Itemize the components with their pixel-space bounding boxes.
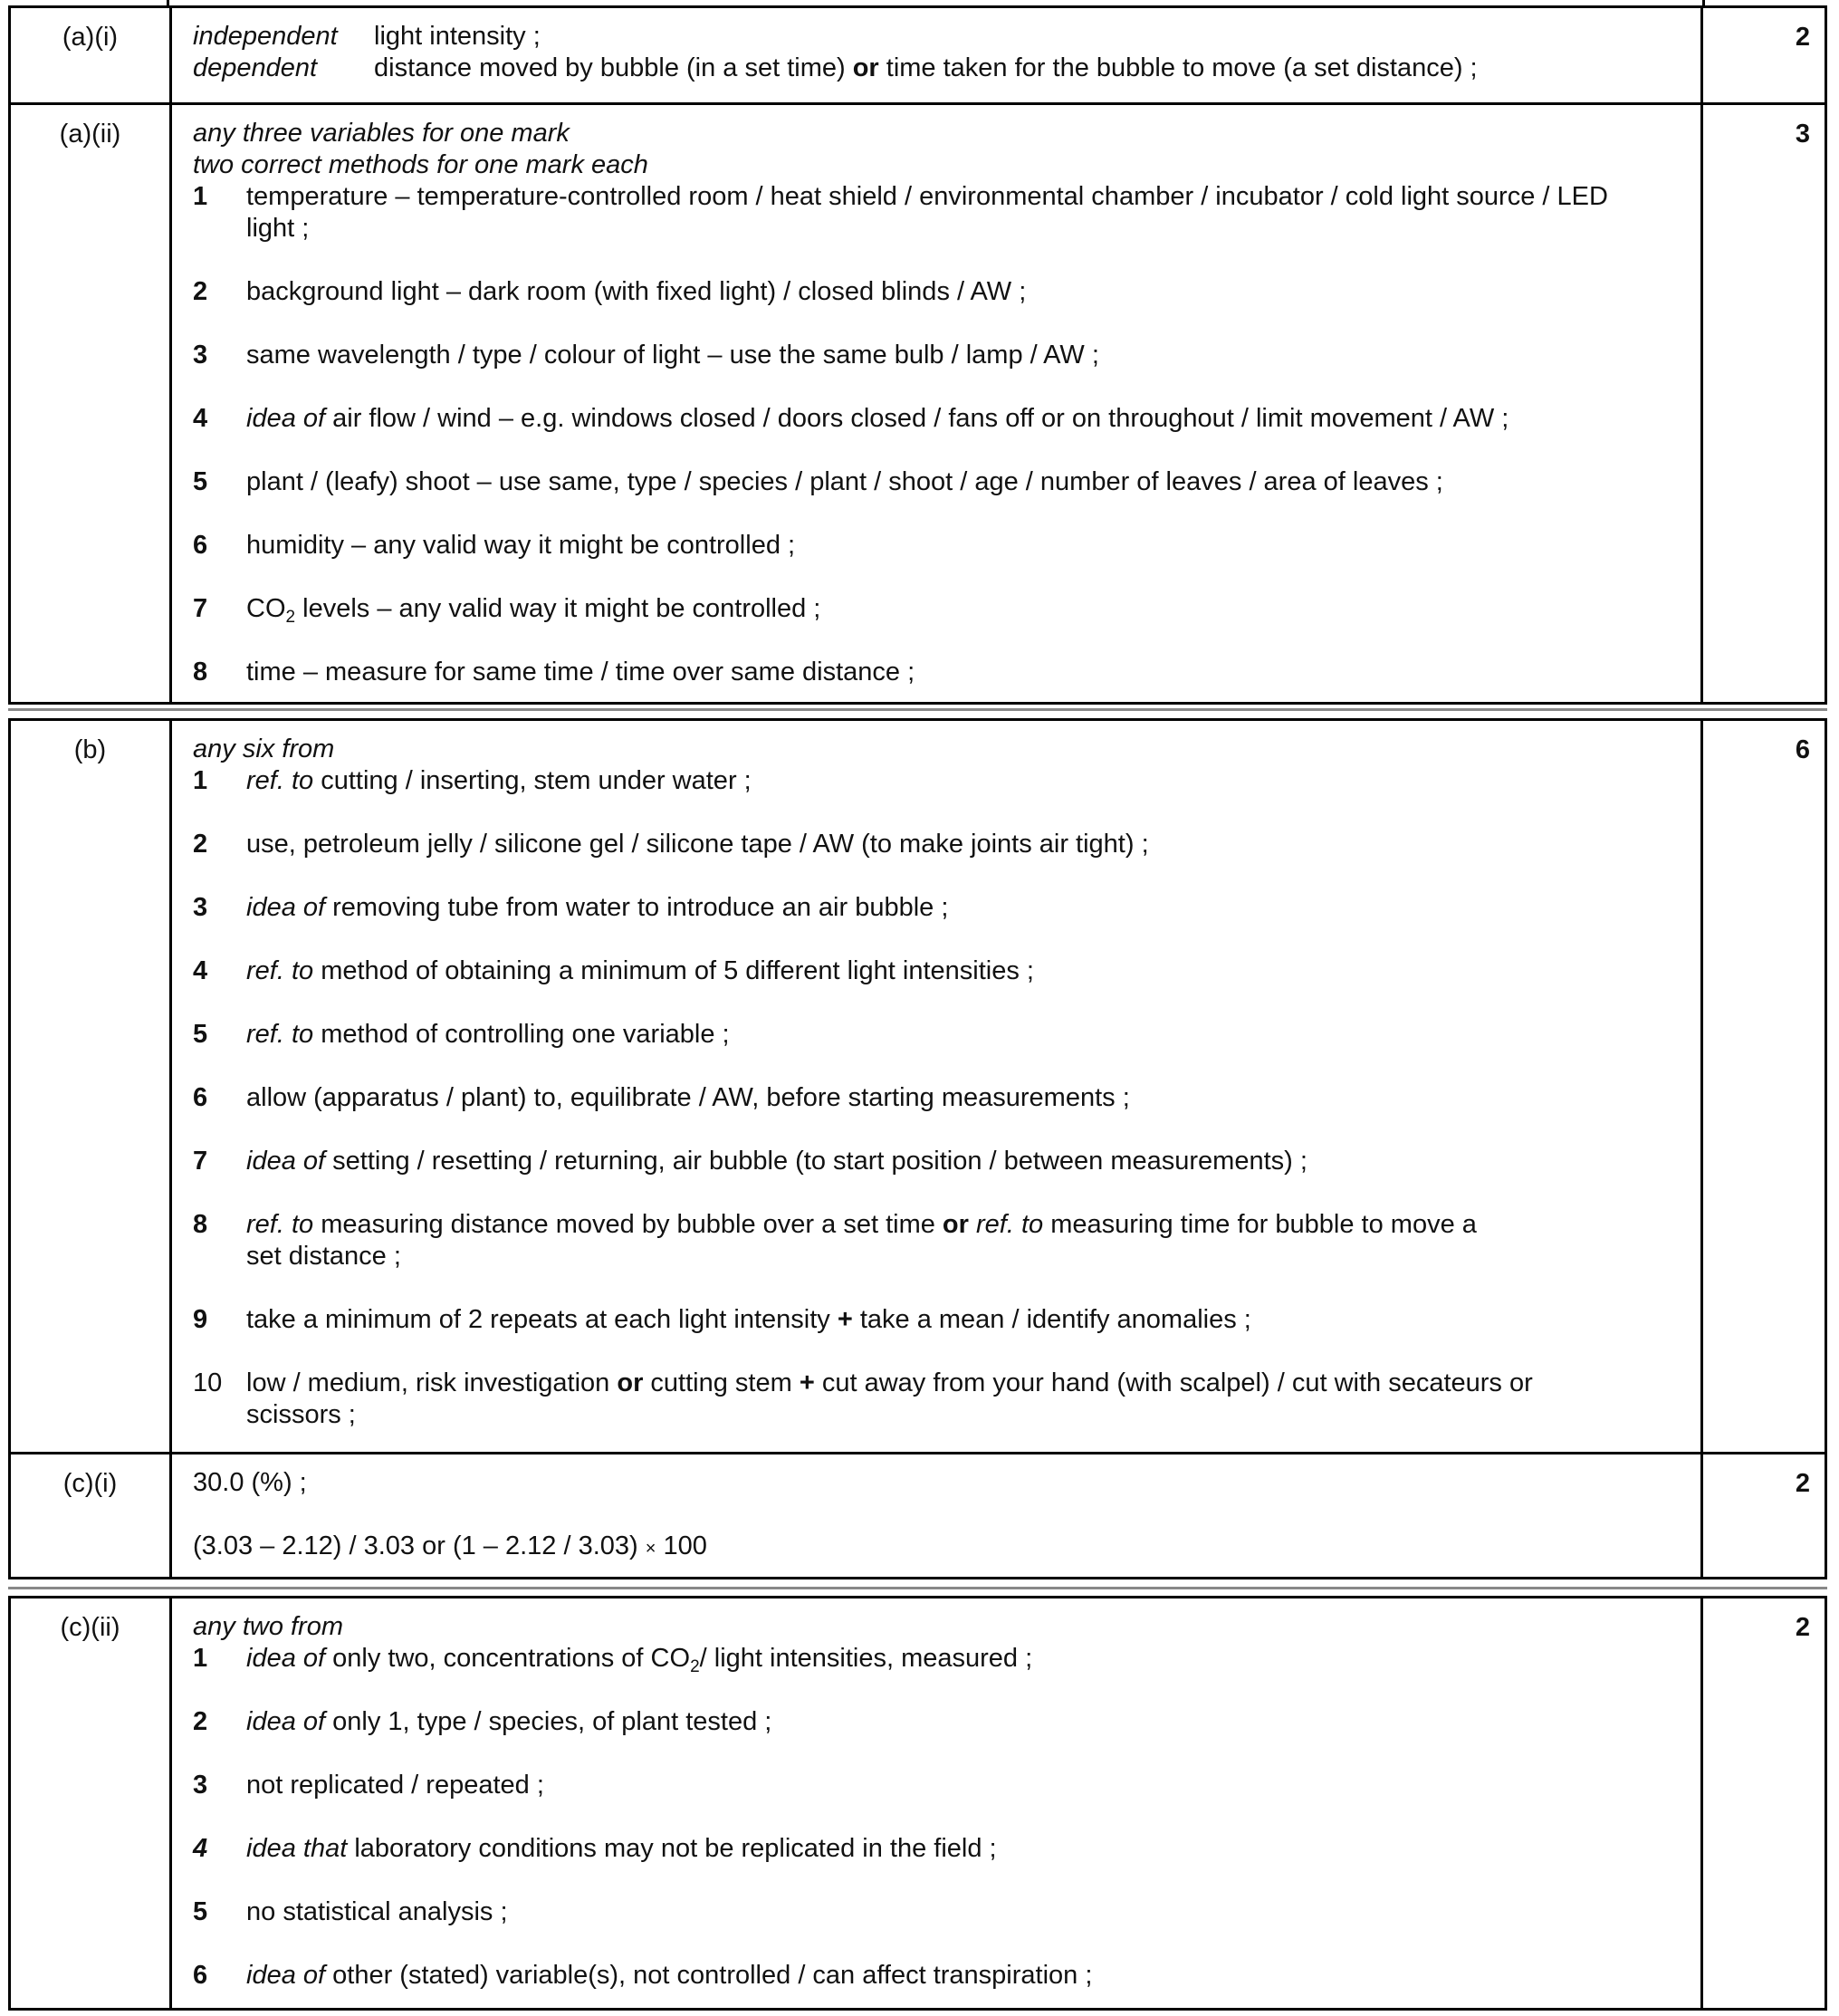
list-item	[193, 1643, 1662, 1675]
italic-lead: idea of	[246, 1644, 326, 1673]
item-number: 3	[193, 341, 208, 370]
item-text	[246, 593, 1662, 625]
markscheme-table-b	[8, 718, 1827, 1579]
answer-cell	[193, 734, 1662, 1431]
item-text-body: only 1, type / species, of plant tested ;	[325, 1707, 772, 1736]
marks: 2	[1795, 1613, 1810, 1642]
list-item	[193, 1706, 1662, 1738]
list-item	[193, 1146, 1662, 1177]
item-text-body: cutting / inserting, stem under water ;	[313, 766, 752, 795]
item-text-body: setting / resetting / returning, air bubble (to start position / between measurements) ;	[325, 1147, 1307, 1176]
list-item	[193, 1019, 1662, 1051]
item-number: 1	[193, 1644, 208, 1673]
item-text	[246, 1209, 1662, 1241]
item-text-body: method of obtaining a minimum of 5 different light intensities ;	[313, 956, 1034, 985]
list-item	[193, 593, 1662, 625]
item-number: 6	[193, 1083, 208, 1112]
item-text-body: low / medium, risk investigation	[246, 1368, 618, 1397]
item-text: not replicated / repeated ;	[246, 1771, 544, 1800]
working	[193, 1531, 1662, 1565]
item-number: 6	[193, 531, 208, 560]
item-text: plant / (leafy) shoot – use same, type / species / plant / shoot / age / number of leaves / area of leaves ;	[246, 467, 1443, 496]
list-item	[193, 276, 1662, 308]
variable-line	[193, 21, 1662, 53]
item-number: 9	[193, 1305, 208, 1334]
answer-cell	[193, 21, 1662, 84]
italic-lead: ref. to	[246, 956, 314, 985]
instruction: two correct methods for one mark each	[193, 150, 648, 179]
list-item	[193, 955, 1662, 987]
variable-label: independent	[193, 22, 338, 51]
item-number: 8	[193, 1210, 208, 1239]
markscheme-table-c	[8, 1596, 1827, 2011]
item-text: set distance ;	[246, 1242, 401, 1271]
item-text-body: laboratory conditions may not be replicated in the field ;	[347, 1834, 997, 1863]
row-a-i	[11, 8, 1825, 102]
item-text	[246, 403, 1662, 435]
italic-lead: idea of	[246, 1147, 326, 1176]
list-item	[193, 1960, 1662, 1992]
item-number: 5	[193, 1020, 208, 1049]
row-c-ii	[11, 1598, 1825, 2008]
list-item	[193, 1896, 1662, 1928]
item-text-body: take a mean / identify anomalies ;	[852, 1305, 1251, 1334]
question-number: (a)(i)	[62, 23, 119, 52]
question-number: (c)(ii)	[60, 1613, 120, 1642]
item-text	[246, 1304, 1662, 1336]
list-item	[193, 1304, 1662, 1336]
item-text	[246, 1643, 1662, 1675]
list-item	[193, 1209, 1662, 1272]
question-number: (a)(ii)	[59, 120, 121, 149]
item-number: 4	[193, 956, 208, 985]
item-number: 8	[193, 658, 208, 686]
item-text-body: measuring distance moved by bubble over a set time	[313, 1210, 943, 1239]
variable-value: light intensity ;	[374, 22, 541, 51]
item-text: light ;	[246, 214, 310, 243]
working-text: 100	[656, 1531, 707, 1560]
item-text-body: only two, concentrations of CO	[325, 1644, 691, 1673]
item-text-body: / light intensities, measured ;	[699, 1644, 1033, 1673]
subscript: 2	[690, 1657, 700, 1676]
item-text	[246, 1833, 1662, 1865]
item-text	[246, 1960, 1662, 1992]
marks: 3	[1795, 120, 1810, 149]
item-number: 7	[193, 594, 208, 623]
page-break-rule	[8, 1587, 1827, 1589]
subscript: 2	[285, 608, 296, 627]
item-number: 2	[193, 830, 208, 859]
item-text-body: measuring time for bubble to move a	[1043, 1210, 1477, 1239]
italic-lead: idea of	[246, 404, 326, 433]
instruction: any three variables for one mark	[193, 119, 570, 148]
instruction: any two from	[193, 1612, 343, 1641]
answer-cell	[193, 1467, 1662, 1565]
item-text	[246, 1706, 1662, 1738]
plus-keyword: +	[837, 1305, 853, 1334]
marks: 2	[1795, 23, 1810, 52]
item-text-body: levels – any valid way it might be controlled ;	[295, 594, 821, 623]
list-item	[193, 340, 1662, 371]
co2-formula: CO	[246, 594, 286, 623]
item-text-body: cut away from your hand (with scalpel) / cut with secateurs or	[814, 1368, 1533, 1397]
item-number: 5	[193, 1897, 208, 1926]
item-text: temperature – temperature-controlled room / heat shield / environmental chamber / incubator / cold light source / LED	[246, 182, 1608, 211]
variable-value: distance moved by bubble (in a set time)	[374, 53, 853, 82]
multiply-sign: ×	[645, 1539, 656, 1559]
item-number: 4	[193, 404, 208, 433]
item-number: 2	[193, 1707, 208, 1736]
variable-line	[193, 53, 1662, 84]
item-text	[246, 892, 1662, 924]
working-text: (3.03 – 2.12) / 3.03 or (1 – 2.12 / 3.03)	[193, 1531, 646, 1560]
italic-lead: ref. to	[246, 766, 314, 795]
list-item	[193, 181, 1662, 245]
list-item	[193, 530, 1662, 562]
item-number: 10	[193, 1368, 223, 1397]
page-break-rule	[8, 708, 1827, 711]
row-b	[11, 721, 1825, 1452]
item-text	[246, 1019, 1662, 1051]
item-text-body: method of controlling one variable ;	[313, 1020, 730, 1049]
markscheme-table-a	[8, 5, 1827, 705]
item-text	[246, 1368, 1662, 1399]
item-text: same wavelength / type / colour of light – use the same bulb / lamp / AW ;	[246, 341, 1099, 370]
item-number: 1	[193, 182, 208, 211]
italic-lead: idea that	[246, 1834, 348, 1863]
or-keyword: or	[617, 1368, 644, 1397]
italic-lead: idea of	[246, 1961, 326, 1990]
item-number: 3	[193, 1771, 208, 1800]
italic-lead: idea of	[246, 893, 326, 922]
spacer	[193, 1499, 1662, 1531]
item-text: use, petroleum jelly / silicone gel / silicone tape / AW (to make joints air tight) ;	[246, 830, 1149, 859]
list-item	[193, 657, 1662, 688]
answer-value: 30.0 (%) ;	[193, 1468, 307, 1497]
answer-cell	[193, 118, 1662, 688]
item-text: allow (apparatus / plant) to, equilibrate / AW, before starting measurements ;	[246, 1083, 1130, 1112]
italic-lead: idea of	[246, 1707, 326, 1736]
variable-label: dependent	[193, 53, 318, 82]
or-keyword: or	[942, 1210, 969, 1239]
plus-keyword: +	[799, 1368, 815, 1397]
or-keyword: or	[852, 53, 879, 82]
marks: 2	[1795, 1469, 1810, 1498]
italic-lead: ref. to	[246, 1020, 314, 1049]
row-a-ii	[11, 102, 1825, 702]
item-text: no statistical analysis ;	[246, 1897, 508, 1926]
item-number: 1	[193, 766, 208, 795]
item-text-body: cutting stem	[643, 1368, 800, 1397]
item-text: scissors ;	[246, 1400, 356, 1429]
answer-cell	[193, 1611, 1662, 1992]
question-number: (c)(i)	[62, 1469, 118, 1498]
item-number: 3	[193, 893, 208, 922]
item-text-body: other (stated) variable(s), not controlled / can affect transpiration ;	[325, 1961, 1093, 1990]
list-item	[193, 765, 1662, 797]
item-text	[246, 955, 1662, 987]
list-item	[193, 1368, 1662, 1431]
item-number: 2	[193, 277, 208, 306]
item-text-body: removing tube from water to introduce an air bubble ;	[325, 893, 949, 922]
question-number: (b)	[73, 735, 107, 764]
item-number: 6	[193, 1961, 208, 1990]
list-item	[193, 466, 1662, 498]
item-number: 5	[193, 467, 208, 496]
item-text: humidity – any valid way it might be controlled ;	[246, 531, 796, 560]
italic-lead: ref. to	[246, 1210, 314, 1239]
marks: 6	[1795, 735, 1810, 764]
list-item	[193, 892, 1662, 924]
row-c-i	[11, 1452, 1825, 1577]
item-text: time – measure for same time / time over same distance ;	[246, 658, 915, 686]
list-item	[193, 403, 1662, 435]
item-number: 4	[193, 1834, 208, 1863]
item-number: 7	[193, 1147, 208, 1176]
instruction: any six from	[193, 734, 335, 763]
list-item	[193, 1082, 1662, 1114]
item-text	[246, 1146, 1662, 1177]
item-text: background light – dark room (with fixed light) / closed blinds / AW ;	[246, 277, 1027, 306]
item-text-body: take a minimum of 2 repeats at each light intensity	[246, 1305, 838, 1334]
variable-value: time taken for the bubble to move (a set distance) ;	[878, 53, 1478, 82]
item-text	[246, 765, 1662, 797]
item-text-body: air flow / wind – e.g. windows closed / doors closed / fans off or on throughout / limit movement / AW ;	[325, 404, 1509, 433]
list-item	[193, 829, 1662, 860]
list-item	[193, 1770, 1662, 1801]
italic-lead: ref. to	[975, 1210, 1044, 1239]
list-item	[193, 1833, 1662, 1865]
